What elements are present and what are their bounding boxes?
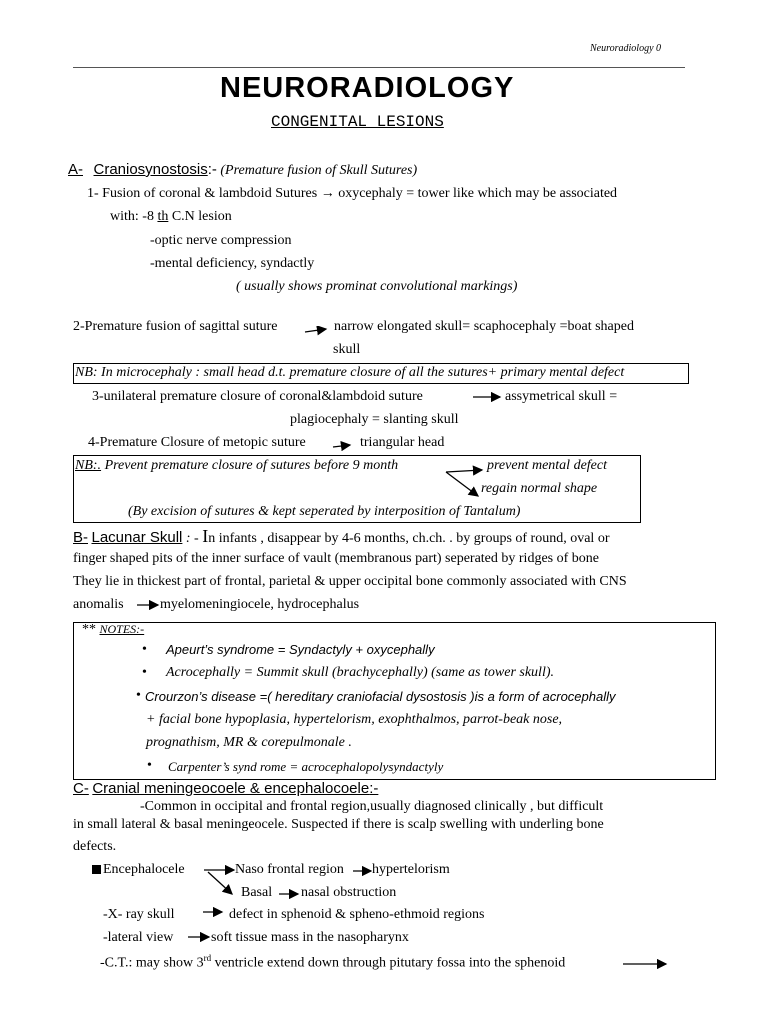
section-c-line3: defects. bbox=[73, 839, 117, 854]
item1-line2-th: th bbox=[157, 209, 169, 224]
note-apert: Apeurt’s syndrome = Syndactyly + oxycephally bbox=[166, 642, 435, 657]
ct-line bbox=[100, 953, 565, 972]
section-b-sep: : - bbox=[182, 531, 203, 546]
nb-branch-prevent: prevent mental defect bbox=[487, 458, 607, 473]
section-b-heading bbox=[73, 526, 609, 547]
naso-frontal: Naso frontal region bbox=[235, 862, 344, 877]
item2-cont: skull bbox=[333, 342, 361, 357]
encephalocele-label bbox=[92, 862, 185, 878]
ct-pre: -C.T.: may show 3 bbox=[100, 955, 204, 971]
square-bullet-icon bbox=[92, 865, 101, 874]
nb-branch-regain: regain normal shape bbox=[481, 481, 598, 496]
note-carpenter: Carpenter’s synd rome = acrocephalopolysyndactyly bbox=[168, 759, 444, 774]
nb-microcephaly: NB: In microcephaly : small head d.t. premature closure of all the sutures+ primary mental defect bbox=[75, 365, 625, 380]
section-b-line4-right: myelomeningiocele, hydrocephalus bbox=[160, 597, 360, 612]
header-rule bbox=[73, 67, 685, 68]
branch-arrows-icon bbox=[202, 864, 238, 898]
note-bullet-1: • bbox=[142, 642, 147, 657]
arrow-icon bbox=[136, 599, 162, 611]
note-bullet-2: • bbox=[142, 665, 147, 680]
arrow-icon bbox=[622, 958, 670, 970]
nb-prevent-label: NB:. bbox=[75, 458, 102, 473]
section-a-label: A- bbox=[68, 161, 83, 178]
page-title: NEURORADIOLOGY bbox=[220, 72, 515, 104]
section-a-note: (Premature fusion of Skull Sutures) bbox=[220, 163, 418, 178]
section-c-line2: in small lateral & basal meningeocele. Suspected if there is scalp swelling with underling bone bbox=[73, 817, 604, 832]
lateral-right: soft tissue mass in the nasopharynx bbox=[211, 930, 409, 945]
item2-right: narrow elongated skull= scaphocephaly =boat shaped bbox=[334, 319, 634, 334]
item4-left: 4-Premature Closure of metopic suture bbox=[88, 435, 306, 450]
nb-tantalum: (By excision of sutures & kept seperated by interposition of Tantalum) bbox=[128, 504, 521, 519]
ct-post: ventricle extend down through pitutary fossa into the sphenoid bbox=[211, 955, 566, 971]
arrow-icon bbox=[352, 865, 374, 877]
section-c-title: Cranial meningeocoele & encephalocoele bbox=[92, 780, 370, 797]
notes-title: NOTES:- bbox=[99, 622, 145, 636]
note-bullet-3: • bbox=[136, 688, 141, 703]
note-bullet-4: • bbox=[147, 758, 152, 773]
notes-stars: ** bbox=[82, 622, 100, 637]
item3-cont: plagiocephaly = slanting skull bbox=[290, 412, 459, 427]
section-c-line1: -Common in occipital and frontal region,usually diagnosed clinically , but difficult bbox=[140, 799, 604, 814]
section-b-line2: finger shaped pits of the inner surface of vault (membranous part) seperated by ridges of bone bbox=[73, 551, 599, 566]
note-crouzon-3: prognathism, MR & corepulmonale . bbox=[146, 735, 352, 750]
section-b-title: Lacunar Skull bbox=[91, 529, 183, 546]
section-a-title: Craniosynostosis bbox=[93, 161, 208, 178]
note-crouzon-2: + facial bone hypoplasia, hypertelorism, exophthalmos, parrot-beak nose, bbox=[146, 712, 563, 727]
item3-left: 3-unilateral premature closure of coronal&lambdoid suture bbox=[92, 389, 423, 404]
section-b-line3: They lie in thickest part of frontal, parietal & upper occipital bone commonly associated with CNS bbox=[73, 574, 627, 589]
xray-right: defect in sphenoid & spheno-ethmoid regions bbox=[229, 907, 485, 922]
section-c-label: C- bbox=[73, 780, 89, 797]
section-b-cap: I bbox=[202, 526, 209, 546]
item4-right: triangular head bbox=[360, 435, 445, 450]
arrow-icon bbox=[187, 931, 213, 943]
note-crouzon-1: Crourzon’s disease =( hereditary craniofacial dysostosis )is a form of acrocephally bbox=[145, 689, 616, 704]
item1-line2-pre: with: -8 bbox=[110, 209, 158, 224]
item1-line2-post: C.N lesion bbox=[168, 209, 232, 224]
basal: Basal bbox=[241, 885, 273, 900]
section-c-heading bbox=[73, 780, 378, 798]
item3-right: assymetrical skull = bbox=[505, 389, 618, 404]
arrow-icon bbox=[332, 440, 354, 452]
hypertelorism: hypertelorism bbox=[372, 862, 450, 877]
nb-prevent bbox=[75, 458, 398, 474]
item1-line4: -mental deficiency, syndactly bbox=[150, 256, 315, 271]
item1-line2 bbox=[110, 209, 232, 225]
encephalocele-text: Encephalocele bbox=[103, 862, 185, 877]
notes-heading bbox=[82, 622, 144, 638]
lateral-left: -lateral view bbox=[103, 930, 174, 945]
item1-line1: 1- Fusion of coronal & lambdoid Sutures → oxycephaly = tower like which may be associated bbox=[87, 186, 618, 201]
note-acrocephally: Acrocephally = Summit skull (brachycephally) (same as tower skull). bbox=[166, 665, 555, 680]
page-subtitle: CONGENITAL LESIONS bbox=[271, 113, 444, 131]
nb-prevent-text: Prevent premature closure of sutures before 9 month bbox=[101, 458, 399, 473]
section-b-line4-left: anomalis bbox=[73, 597, 124, 612]
arrow-icon bbox=[472, 391, 504, 403]
section-a-sep: :- bbox=[207, 161, 217, 178]
section-c-sep: :- bbox=[369, 780, 379, 797]
arrow-icon bbox=[202, 906, 226, 918]
nasal-obstruction: nasal obstruction bbox=[301, 885, 397, 900]
item1-line3: -optic nerve compression bbox=[150, 233, 292, 248]
arrow-icon bbox=[278, 888, 302, 900]
arrow-icon bbox=[304, 326, 330, 338]
item2-left: 2-Premature fusion of sagittal suture bbox=[73, 319, 278, 334]
section-b-line1: n infants , disappear by 4-6 months, ch.ch. . by groups of round, oval or bbox=[208, 531, 610, 546]
item1-note: ( usually shows prominat convolutional markings) bbox=[236, 279, 518, 294]
section-b-label: B- bbox=[73, 529, 88, 546]
ct-sup: rd bbox=[203, 953, 212, 963]
running-header: Neuroradiology 0 bbox=[590, 43, 662, 54]
section-a-heading bbox=[68, 161, 417, 179]
xray-left: -X- ray skull bbox=[103, 907, 175, 922]
